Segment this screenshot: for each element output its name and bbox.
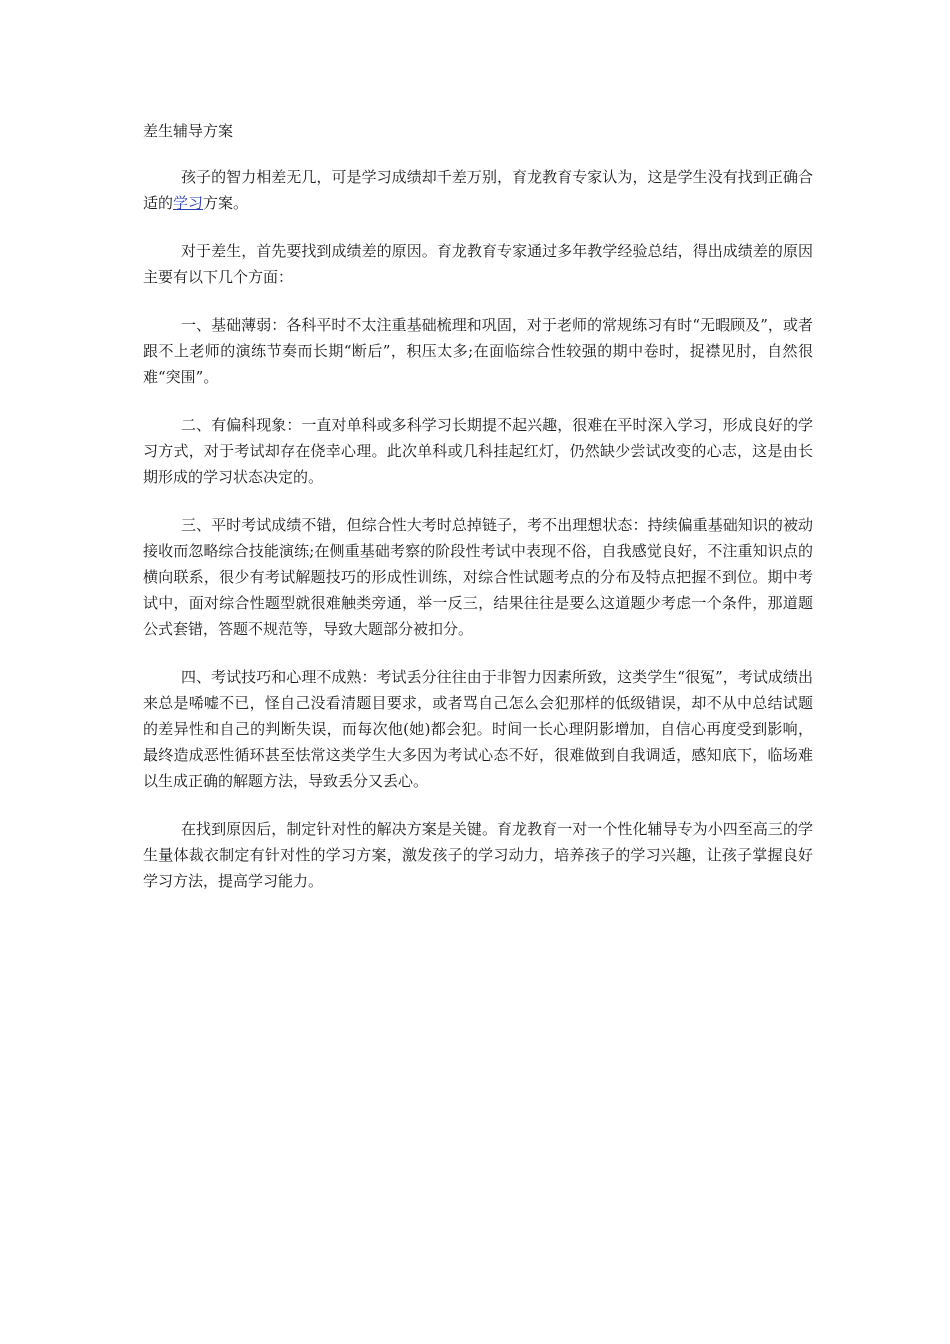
paragraph-subject-bias: 二、有偏科现象：一直对单科或多科学习长期提不起兴趣，很难在平时深入学习，形成良好的学习方式，对于考试却存在侥幸心理。此次单科或几科挂起红灯，仍然缺少尝试改变的心志，这是由长期形成的学习状态决定的。 xyxy=(143,416,813,486)
intro-text-after-link: 方案。 xyxy=(203,194,249,212)
document-title: 差生辅导方案 xyxy=(143,122,234,140)
paragraph-exam-skills-mindset: 四、考试技巧和心理不成熟：考试丢分往往由于非智力因素所致，这类学生“很冤”，考试成绩出来总是唏嘘不已，怪自己没看清题目要求，或者骂自己怎么会犯那样的低级错误，却不从中总结试题的差异性和自己的判断失误，而每次他(她)都会犯。时间一长心理阴影增加，自信心再度受到影响，最终造成恶性循环甚至怯常这类学生大多因为考试心态不好，很难做到自我调适，感知底下，临场难以生成正确的解题方法，导致丢分又丢心。 xyxy=(143,668,813,790)
paragraph-weak-foundation: 一、基础薄弱：各科平时不太注重基础梳理和巩固，对于老师的常规练习有时“无暇顾及”，或者跟不上老师的演练节奏而长期“断后”，积压太多;在面临综合性较强的期中卷时，捉襟见肘，自然很难“突围”。 xyxy=(143,316,813,386)
document-page xyxy=(143,118,813,894)
paragraph-causes-intro: 对于差生，首先要找到成绩差的原因。育龙教育专家通过多年教学经验总结，得出成绩差的原因主要有以下几个方面： xyxy=(143,242,813,286)
intro-paragraph xyxy=(143,164,813,216)
study-link[interactable]: 学习 xyxy=(173,194,204,212)
intro-text-before-link: 孩子的智力相差无几，可是学习成绩却千差万别，育龙教育专家认为，这是学生没有找到正确合适的 xyxy=(143,168,813,212)
paragraph-solution: 在找到原因后，制定针对性的解决方案是关键。育龙教育一对一个性化辅导专为小四至高三的学生量体裁衣制定有针对性的学习方案，激发孩子的学习动力，培养孩子的学习兴趣，让孩子掌握良好学习方法，提高学习能力。 xyxy=(143,820,813,890)
paragraph-exam-performance: 三、平时考试成绩不错，但综合性大考时总掉链子，考不出理想状态：持续偏重基础知识的被动接收而忽略综合技能演练;在侧重基础考察的阶段性考试中表现不俗，自我感觉良好，不注重知识点的横向联系，很少有考试解题技巧的形成性训练，对综合性试题考点的分布及特点把握不到位。期中考试中，面对综合性题型就很难触类旁通，举一反三，结果往往是要么这道题少考虑一个条件，那道题公式套错，答题不规范等，导致大题部分被扣分。 xyxy=(143,516,813,638)
